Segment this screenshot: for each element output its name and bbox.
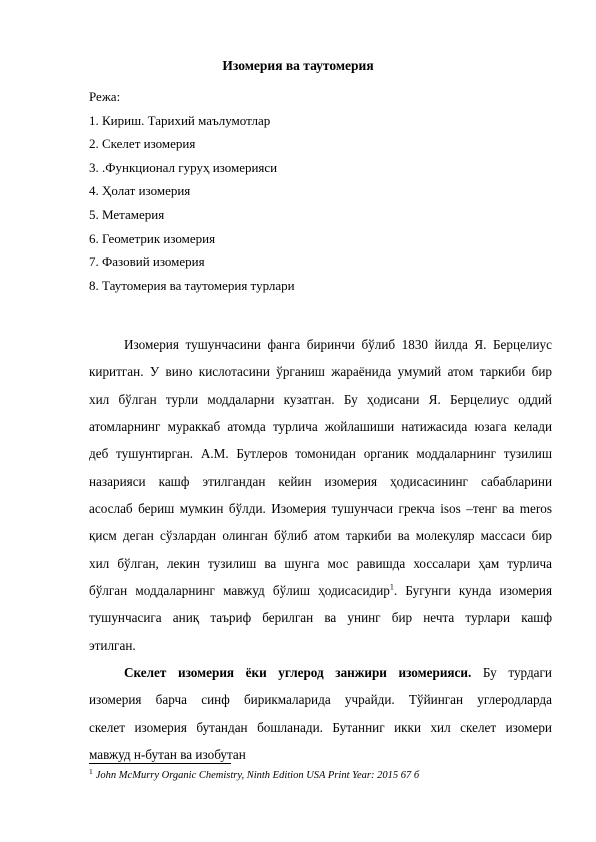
- body-text: [89, 331, 552, 769]
- plan-item: 3. .Функционал гуруҳ изомерияси: [89, 159, 278, 175]
- footnote-text: John McMurry Organic Chemistry, Ninth Edition USA Print Year: 2015 67 б: [95, 770, 420, 781]
- plan-item: 7. Фазовий изомерия: [89, 254, 205, 270]
- plan-item: 8. Таутомерия ва таутомерия турлари: [89, 277, 295, 293]
- paragraph-line: [89, 577, 552, 604]
- plan-section: [89, 85, 549, 297]
- section-heading-inline: Скелет изомерия ёки углерод занжири изомерияси.: [124, 665, 472, 681]
- plan-item: 2. Скелет изомерия: [89, 136, 196, 152]
- paragraph-line: атомларнинг мураккаб атомда турлича жойлашиши натижасида юзага келади: [89, 419, 552, 435]
- footnote-mark: 1: [89, 766, 93, 776]
- paragraph-line: қисм деган сўзлардан олинган бўлиб атом таркиби ва молекуляр массаси бир: [89, 528, 552, 544]
- paragraph-line: хил бўлган турли моддаларни кузатган. Бу ҳодисани Я. Берцелиус оддий: [89, 391, 552, 407]
- paragraph-line: скелет изомерия бутандан бошланади. Бутанниг икки хил скелет изомери: [89, 719, 552, 735]
- paragraph-line: тушунчасига аниқ таъриф берилган ва унинг бир нечта турлари кашф: [89, 610, 552, 626]
- footnote-reference[interactable]: 1: [389, 582, 394, 592]
- paragraph-text: . Бугунги кунда изомерия: [393, 583, 553, 599]
- paragraph-line: деб тушунтирган. А.М. Бутлеров томонидан органик моддаларнинг тузилиш: [89, 446, 552, 462]
- paragraph-line: хил бўлган, лекин тузилиш ва шунга мос равишда хоссалари ҳам турлича: [89, 555, 552, 571]
- paragraph-line: этилган.: [89, 637, 136, 653]
- footnote-divider: [89, 763, 231, 764]
- paragraph-line: назарияси кашф этилгандан кейин изомерия ҳодисасининг сабабларини: [89, 473, 552, 489]
- plan-item: 4. Ҳолат изомерия: [89, 183, 191, 199]
- plan-item: 5. Метамерия: [89, 206, 165, 222]
- footnote: [89, 766, 549, 783]
- plan-heading: Режа:: [89, 89, 121, 104]
- paragraph-line: [89, 659, 552, 686]
- paragraph-line: мавжуд н-бутан ва изобутан: [89, 747, 246, 763]
- paragraph-line: киритган. У вино кислотасини ўрганиш жараёнида умумий атом таркиби бир: [89, 364, 552, 380]
- paragraph-line: изомерия барча синф бирикмаларида учрайди. Тўйинган углеродларда: [89, 692, 552, 708]
- paragraph-text: Бу турдаги: [471, 665, 552, 681]
- plan-item: 6. Геометрик изомерия: [89, 230, 216, 246]
- paragraph-line: асослаб бериш мумкин бўлди. Изомерия тушунчаси грекча isos –тенг ва meros: [89, 501, 552, 517]
- document-title: Изомерия ва таутомерия: [222, 58, 374, 73]
- paragraph-line: Изомерия тушунчасини фанга биринчи бўлиб 1830 йилда Я. Берцелиус: [124, 337, 552, 352]
- plan-item: 1. Кириш. Тарихий маълумотлар: [89, 112, 271, 128]
- paragraph-text: бўлган моддаларнинг мавжуд бўлиш ҳодисасидир: [89, 583, 390, 599]
